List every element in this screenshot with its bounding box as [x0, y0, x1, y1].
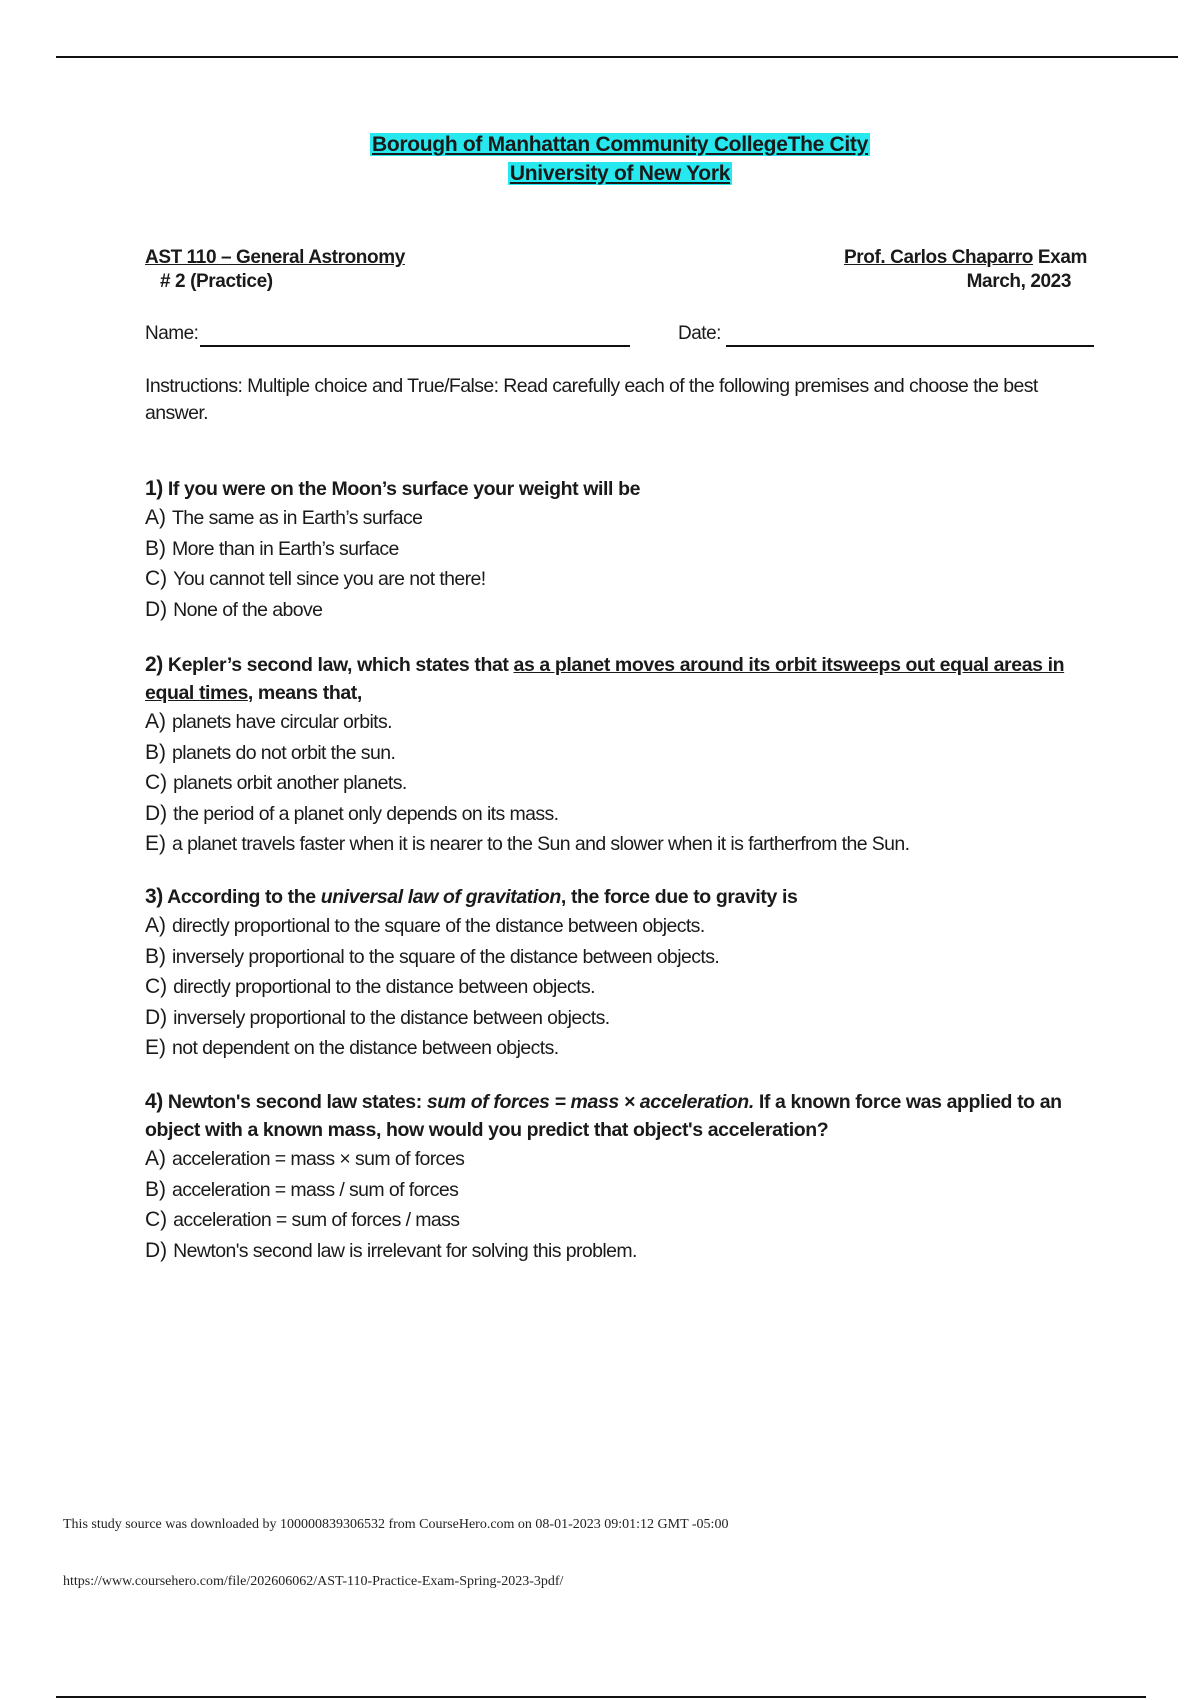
question-number: 2): [145, 653, 163, 676]
exam-date: March, 2023: [966, 271, 1071, 292]
option-d[interactable]: D) None of the above: [145, 597, 323, 621]
option-b[interactable]: B) More than in Earth’s surface: [145, 536, 399, 560]
option-a[interactable]: A) directly proportional to the square of the distance between objects.: [145, 914, 705, 937]
option-e[interactable]: E) not dependent on the distance between objects.: [145, 1036, 559, 1059]
option-d[interactable]: D) inversely proportional to the distance between objects.: [145, 1005, 610, 1029]
question-text: 3) According to the universal law of gravitation, the force due to gravity is: [145, 885, 798, 908]
option-d[interactable]: D) Newton's second law is irrelevant for solving this problem.: [145, 1238, 637, 1262]
question-number: 3): [145, 885, 163, 908]
question-number: 4): [145, 1090, 163, 1113]
option-a[interactable]: A) planets have circular orbits.: [145, 710, 392, 733]
option-b[interactable]: B) planets do not orbit the sun.: [145, 740, 396, 764]
question-2: [145, 651, 1085, 860]
question-4: [145, 1088, 1085, 1266]
option-a[interactable]: A) acceleration = mass × sum of forces: [145, 1147, 465, 1170]
college-line-2: University of New York: [509, 162, 731, 185]
college-header: [0, 130, 1200, 188]
option-b[interactable]: B) acceleration = mass / sum of forces: [145, 1177, 459, 1201]
question-3: [145, 883, 1085, 1064]
option-c[interactable]: C) planets orbit another planets.: [145, 771, 407, 794]
option-b[interactable]: B) inversely proportional to the square of the distance between objects.: [145, 944, 720, 968]
instructions: Instructions: Multiple choice and True/False: Read carefully each of the following premises and choose the best answer.: [145, 375, 1038, 424]
source-url[interactable]: https://www.coursehero.com/file/202606062/AST-110-Practice-Exam-Spring-2023-3pdf/: [63, 1574, 564, 1589]
name-label: Name:: [145, 323, 199, 344]
option-c[interactable]: C) You cannot tell since you are not there!: [145, 567, 486, 590]
question-text: 4) Newton's second law states: sum of forces = mass × acceleration. If a known force was applied to an object with a known mass, how would you predict that object's acceleration?: [145, 1090, 1062, 1141]
course-info: [145, 246, 405, 294]
professor-info: [844, 246, 1087, 294]
name-field[interactable]: [200, 345, 630, 347]
option-d[interactable]: D) the period of a planet only depends on its mass.: [145, 801, 559, 825]
professor-name: Prof. Carlos Chaparro: [843, 247, 1034, 268]
question-1: [145, 475, 1085, 625]
course-title: AST 110 – General Astronomy: [145, 247, 405, 268]
bottom-rule: [56, 1696, 1146, 1698]
exam-label: # 2 (Practice): [160, 271, 273, 292]
top-rule: [56, 56, 1178, 58]
question-number: 1): [145, 477, 163, 500]
question-text: 1) If you were on the Moon’s surface your weight will be: [145, 477, 641, 500]
college-line-1: Borough of Manhattan Community CollegeThe City: [371, 133, 869, 156]
question-text: 2) Kepler’s second law, which states that as a planet moves around its orbit itsweeps out equal areas in equal times, means that,: [145, 653, 1065, 704]
option-c[interactable]: C) directly proportional to the distance between objects.: [145, 975, 595, 998]
exam-word: Exam: [1033, 247, 1087, 268]
date-field[interactable]: [726, 345, 1094, 347]
download-note: This study source was downloaded by 100000839306532 from CourseHero.com on 08-01-2023 09:01:12 GMT -05:00: [63, 1517, 729, 1532]
date-label: Date:: [678, 323, 721, 344]
option-e[interactable]: E) a planet travels faster when it is nearer to the Sun and slower when it is fartherfrom the Sun.: [145, 832, 910, 855]
option-a[interactable]: A) The same as in Earth’s surface: [145, 506, 423, 529]
option-c[interactable]: C) acceleration = sum of forces / mass: [145, 1208, 460, 1231]
